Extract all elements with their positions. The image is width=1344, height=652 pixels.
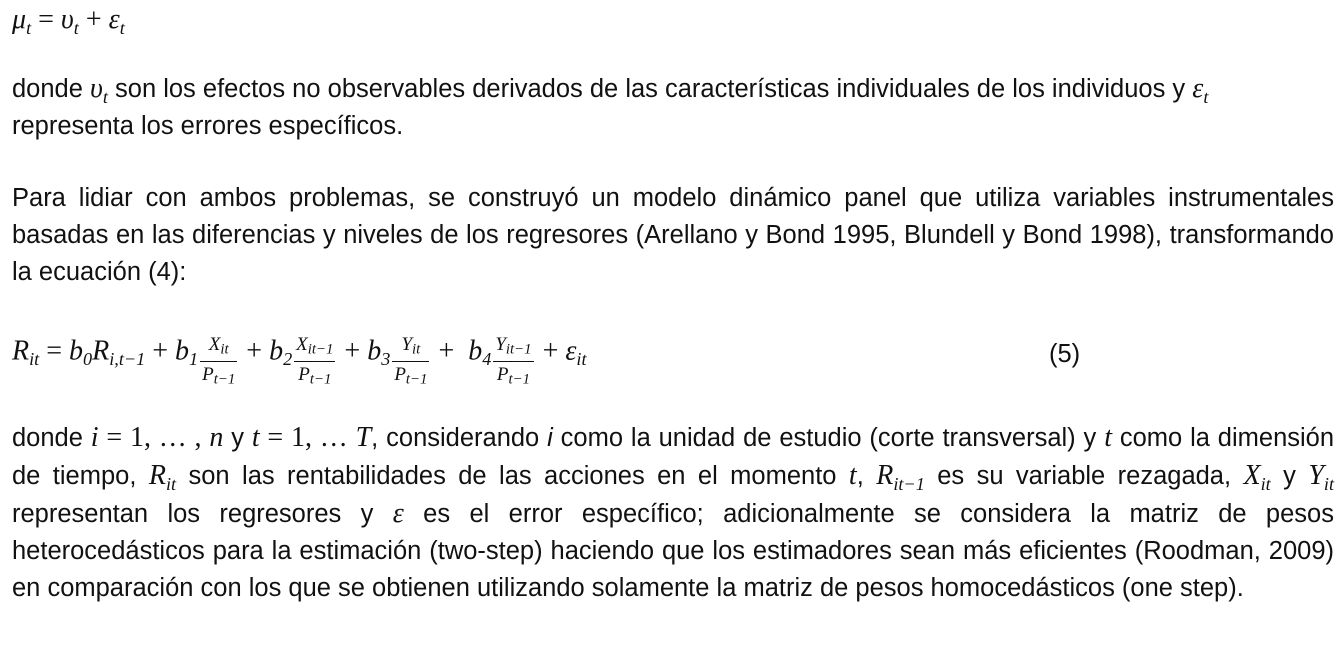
math-r-it-1: $R_{it-1}$	[876, 460, 925, 494]
paragraph-2: Para lidiar con ambos problemas, se construyó un modelo dinámico panel que utiliza variables instrumentales basadas en las diferencias y niveles de los regresores (Arellano y Bond 1995, Blundell y Bond 1998), transformando la ecuación (4):	[12, 184, 1334, 286]
math-r-it: $R_{it}$	[148, 460, 177, 494]
math-y-it: $Y_{it}$	[1308, 460, 1335, 494]
math-x-it: $X_{it}$	[1243, 460, 1271, 494]
math-epsilon: ε	[392, 498, 404, 529]
var-t-2: t	[848, 460, 857, 491]
equation-5: $R_{it} = b_0R_{i,t-1} + b_1$ $\frac{\text{Xit}}{Pt-1}$ + $b_2$ $\frac{\text{Xit−1}}{Pt-1}$ + $b_3$ $\frac{\text{Yit}}{Pt-1}$ + $b_4$ $\frac{\text{Yit−1}}{Pt-1}$ + $\varepsilon_{it}$	[12, 334, 587, 388]
equation-number: (5)	[1049, 340, 1081, 368]
p3-t9: y	[1270, 462, 1309, 490]
para1-text-1: donde	[12, 75, 90, 103]
para1-text-3: representa los errores específicos.	[12, 112, 404, 140]
paragraph-1	[12, 70, 1334, 145]
math-upsilon-t: $\upsilon_t$	[90, 73, 108, 107]
top-equation: $\mu_t = \upsilon_t + \varepsilon_t$	[12, 4, 125, 38]
math-i-range: i = 1, … , n	[90, 422, 224, 453]
p3-t8: es su variable rezagada,	[924, 462, 1244, 490]
p3-t11: es el error específico; adicionalmente se considera la matriz de pesos heterocedásticos para la estimación (two-step) haciendo que los estimadores sean más eficientes (Roodman, 2009) en comparación con los que se obtienen utilizando solamente la matriz de pesos homocedásticos (one step).	[12, 500, 1334, 602]
var-i: i	[547, 424, 553, 452]
p3-t5: como la dimensión de tiempo,	[12, 424, 1335, 490]
p3-t6: son las rentabilidades de las acciones en el momento	[176, 462, 849, 490]
p3-t3: , considerando	[371, 424, 548, 452]
math-epsilon-t: $\varepsilon_t$	[1192, 73, 1209, 107]
var-t: t	[1104, 422, 1112, 453]
p3-t4: como la unidad de estudio (corte transversal) y	[552, 424, 1105, 452]
paragraph-3	[12, 419, 1334, 607]
para1-text-2: son los efectos no observables derivados de las características individuales de los individuos y	[107, 75, 1193, 103]
p3-t10: representan los regresores y	[12, 500, 393, 528]
p3-t2: y	[223, 424, 252, 452]
p3-t1: donde	[12, 424, 91, 452]
math-t-range: t = 1, … T	[251, 422, 372, 453]
p3-t7: ,	[856, 462, 877, 490]
